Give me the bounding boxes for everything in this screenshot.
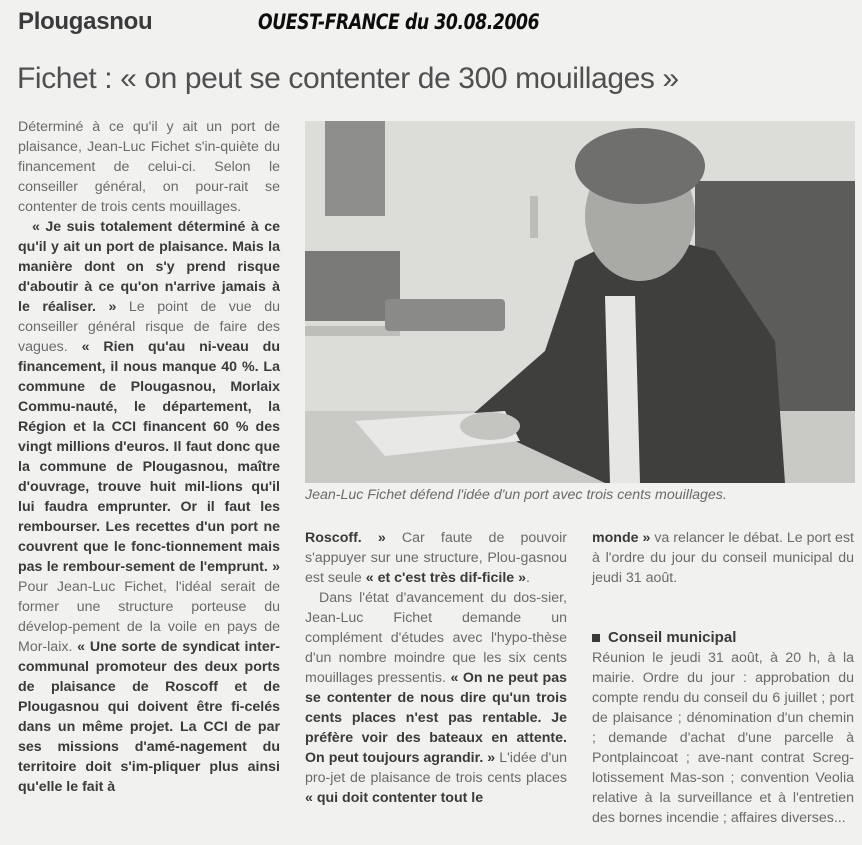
article-column-3: [592, 528, 854, 828]
paragraph: [18, 217, 280, 797]
photo-jean-luc-fichet: [305, 121, 855, 483]
handwritten-source-stamp: OUEST-FRANCE du 30.08.2006: [258, 10, 540, 34]
shirt: [605, 296, 640, 483]
text: va relancer le débat. Le port est à l'ordre du jour du conseil municipal du jeudi 31 août.: [592, 530, 854, 586]
text: Pour Jean-Luc Fichet, l'idéal serait de former une structure porteuse du dévelop-pement de la voile en pays de Mor-laix.: [18, 579, 280, 655]
hand: [460, 412, 520, 440]
poster-on-wall: [325, 121, 385, 216]
lead-paragraph: Déterminé à ce qu'il y ait un port de plaisance, Jean-Luc Fichet s'in-quiète du financement de celui-ci. Selon le conseiller général, on pour-rait se contenter de trois cents mouillages.: [18, 119, 280, 215]
box-heading: [592, 628, 854, 648]
article-column-1: [18, 117, 280, 797]
text: Le point de vue du conseiller général risque de faire des vagues.: [18, 299, 280, 355]
quote: « Je suis totalement déterminé à ce qu'il y ait un port de plaisance. Mais la manière dont on s'y prend risque d'aboutir à ce qu'on n'arrive jamais à le réaliser. »: [18, 219, 280, 315]
quote: « et c'est très dif-ficile »: [365, 570, 527, 586]
article-column-2: [305, 528, 567, 808]
paragraph: [305, 528, 567, 588]
photo-caption: Jean-Luc Fichet défend l'idée d'un port avec trois cents mouillages.: [305, 487, 727, 503]
quote: monde »: [592, 530, 651, 546]
text: .: [526, 570, 530, 586]
paragraph: [592, 528, 854, 588]
quote: « On ne peut pas se contenter de nous dire qu'un trois cents places n'est pas rentable. Je préfère voir des bateaux en attente. On peut toujours agrandir. »: [305, 670, 567, 766]
box-title: Conseil municipal: [608, 629, 737, 646]
text: Dans l'état d'avancement du dos-sier, Jean-Luc Fichet demande un complément d'études avec l'hypo-thèse d'un nombre moindre que les six cents mouillages pressentis.: [305, 590, 567, 686]
folder: [385, 299, 505, 331]
hair: [575, 128, 705, 204]
door-handle: [530, 196, 538, 238]
text: L'idée d'un pro-jet de plaisance de trois cents places: [305, 750, 567, 786]
photo-image: [305, 121, 855, 483]
quote: Roscoff. »: [305, 530, 386, 546]
section-title: Plougasnou: [18, 8, 153, 35]
box-text: Réunion le jeudi 31 août, à 20 h, à la mairie. Ordre du jour : approbation du compte rendu du conseil du 6 juillet ; port de plaisance ; dénomination d'un chemin ; demande d'achat d'une parcelle à Pontplaincoat ; ave-nant contrat Screg-lotissement Mas-son ; convention Veolia relative à la surveillance et à l'entretien des bornes incendie ; affaires diverses...: [592, 650, 854, 826]
quote: « Rien qu'au ni-veau du financement, il nous manque 40 %. La commune de Plougasnou, Morlaix Commu-nauté, le département, la Région et la CCI financent 60 % des vingt millions d'euros. Il faut donc que la commune de Plougasnou, maître d'ouvrage, trouve huit mil-lions qu'il lui faudra emprunter. Or il faut les rembourser. Les recettes d'un port ne couvrent que le fonc-tionnement mais pas le rembour-sement de l'emprunt. »: [18, 339, 280, 575]
headline: Fichet : « on peut se contenter de 300 mouillages »: [17, 62, 679, 95]
square-bullet-icon: [592, 634, 600, 642]
quote: « Une sorte de syndicat inter-communal promoteur des deux ports de plaisance de Roscoff et de Plougasnou qui doivent être fi-celés dans un même projet. La CCI de par ses missions d'amé-nagement du territoire doit s'im-pliquer plus ainsi qu'elle le fait à: [18, 639, 280, 795]
paragraph: [305, 588, 567, 808]
quote: « qui doit contenter tout le: [305, 790, 484, 806]
text: Car faute de pouvoir s'appuyer sur une structure, Plou-gasnou est seule: [305, 530, 567, 586]
